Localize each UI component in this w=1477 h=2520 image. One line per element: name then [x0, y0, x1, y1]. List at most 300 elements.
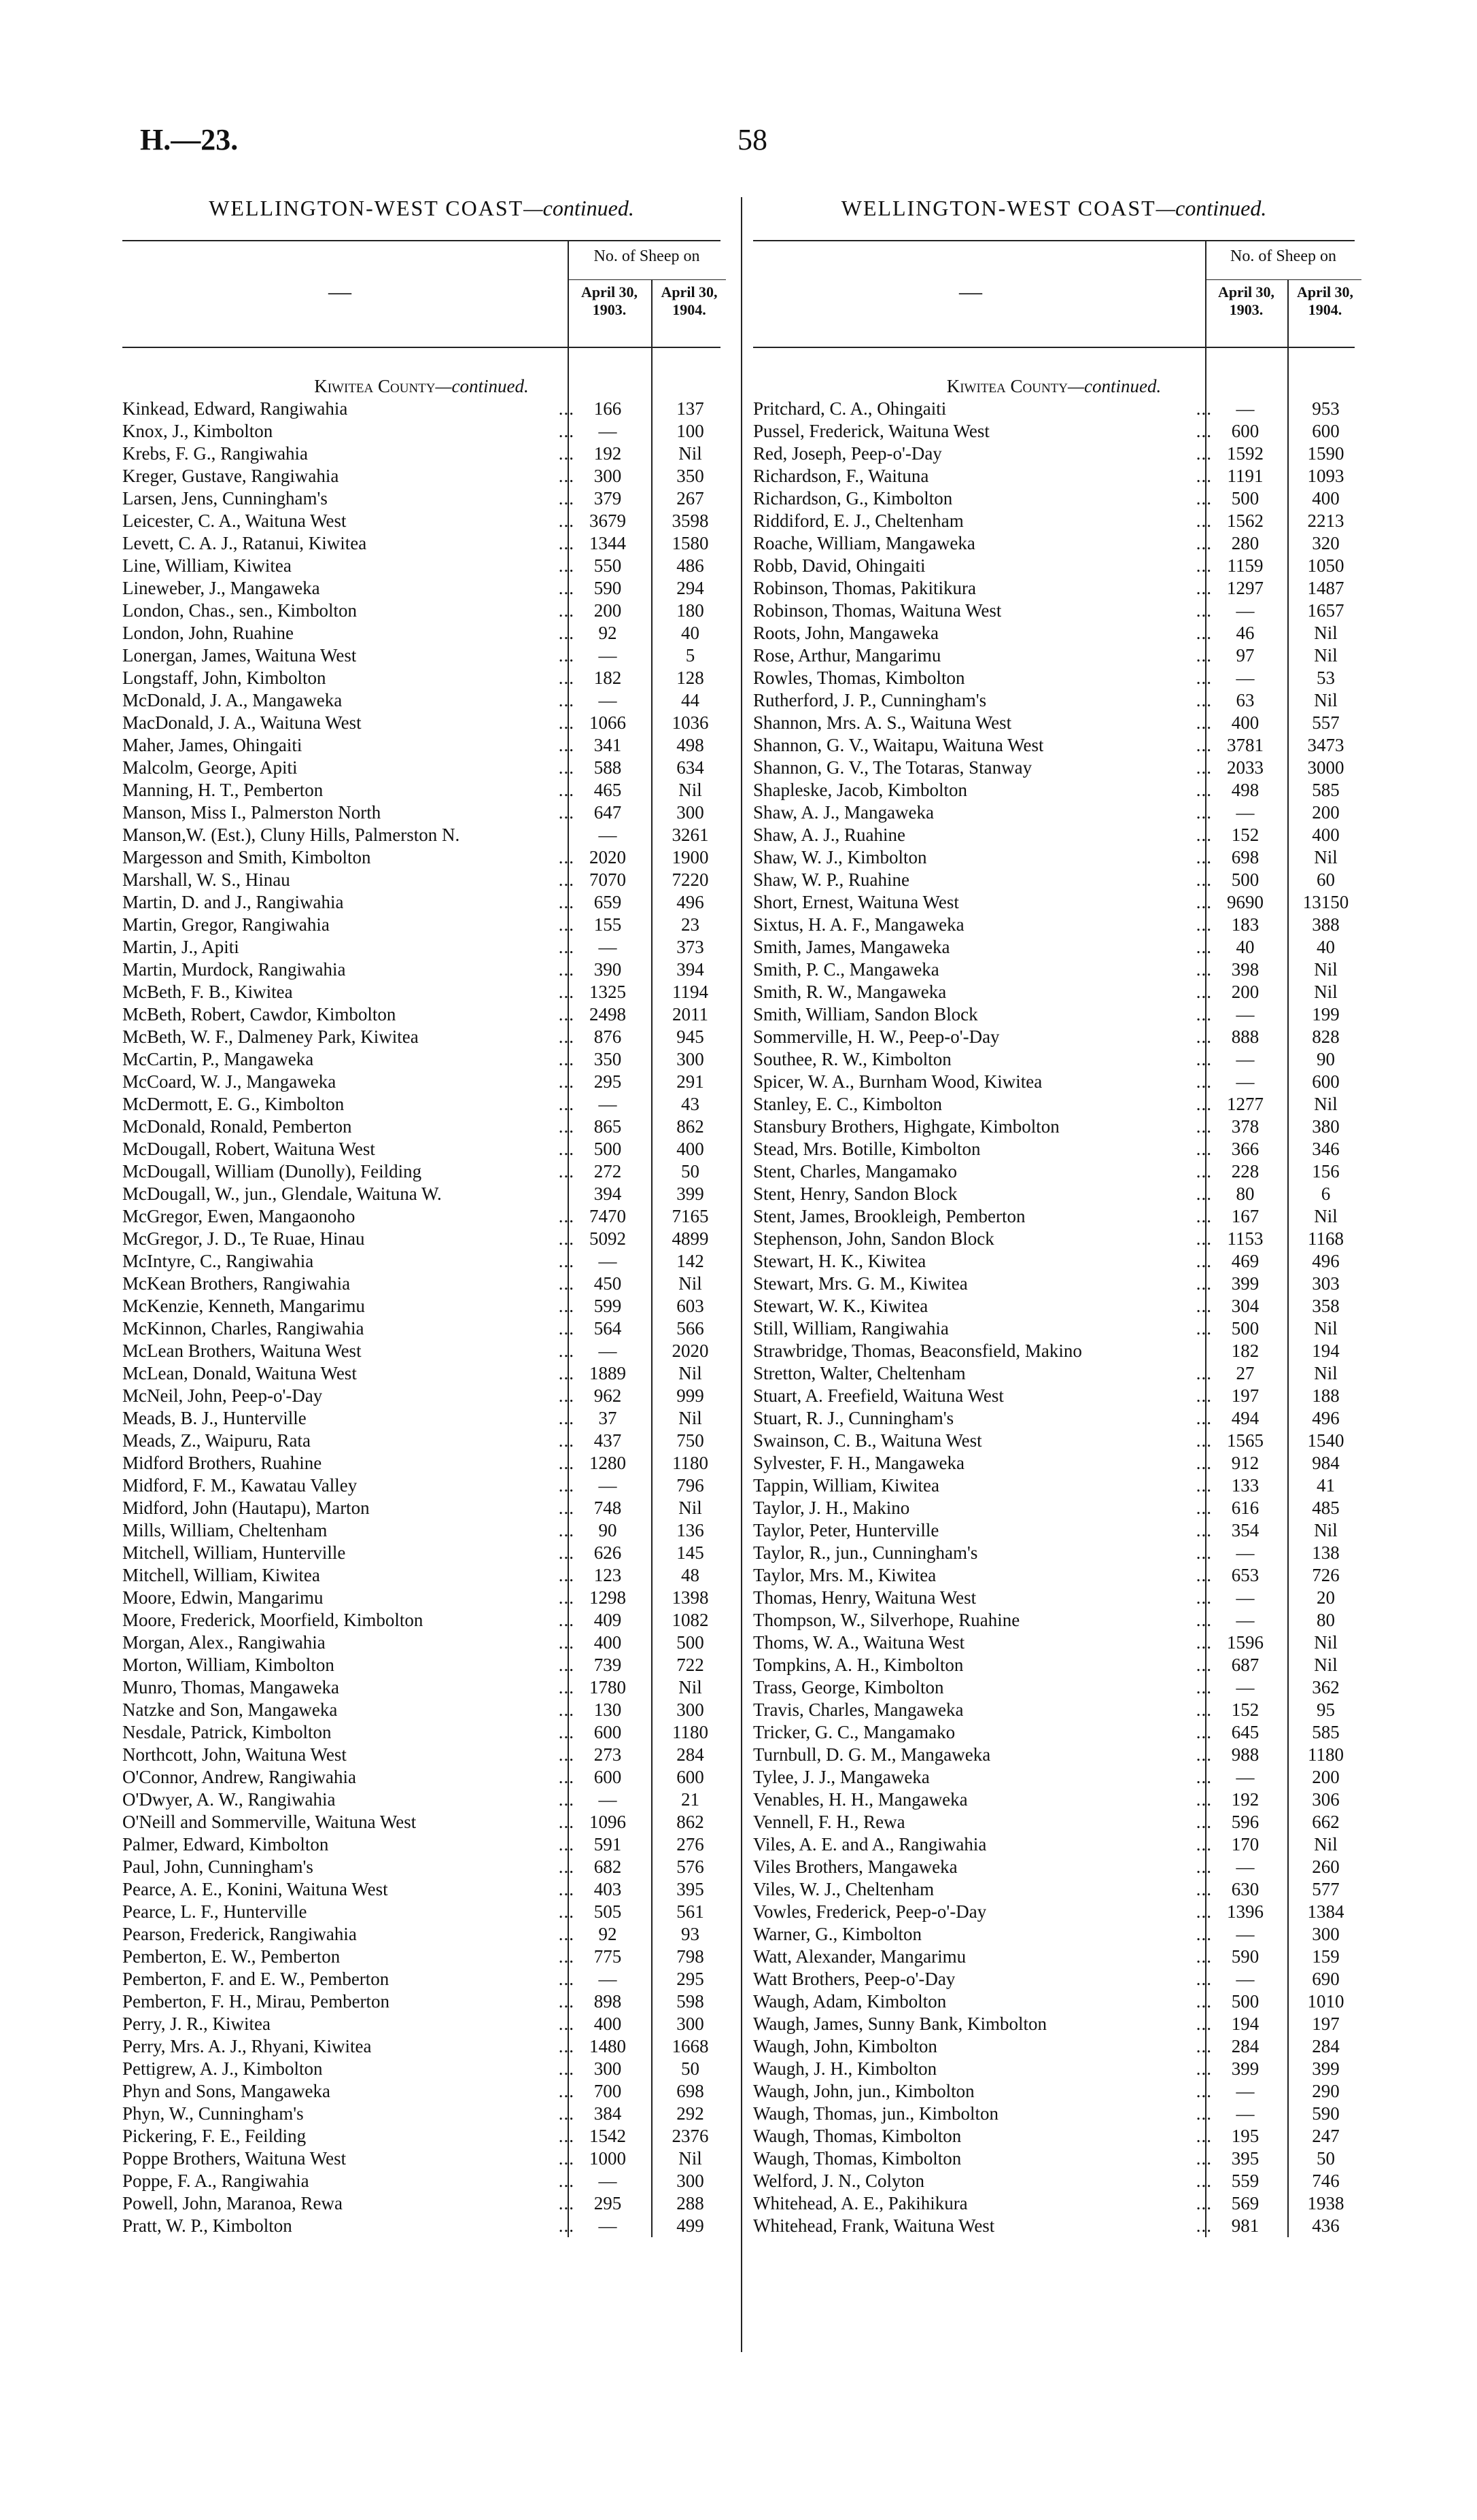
table-row [122, 2125, 720, 2147]
sheep-count-1904-cell: 2011 [672, 1004, 708, 1024]
owner-name-cell: Stuart, A. Freefield, Waituna West [753, 1385, 1004, 1406]
leader-dots: ... [1196, 1879, 1212, 1899]
sheep-count-1903-cell: 1565 [1227, 1430, 1264, 1451]
table-row [122, 1250, 720, 1273]
sheep-count-1904-cell: 388 [1312, 914, 1340, 935]
sheep-count-1904-cell: 303 [1312, 1273, 1340, 1294]
leader-dots: ... [1196, 1991, 1212, 2012]
sheep-count-1903-cell: — [1236, 1587, 1255, 1608]
owner-name-cell: Vennell, F. H., Rewa [753, 1812, 905, 1832]
sheep-count-1904-cell: 3261 [672, 825, 709, 845]
sheep-count-1904-cell: Nil [1314, 1655, 1338, 1675]
leader-dots: ... [558, 1498, 574, 1518]
owner-name-cell: Krebs, F. G., Rangiwahia [122, 443, 309, 464]
leader-dots: ... [558, 757, 574, 778]
sheep-count-1904-cell: 1657 [1307, 600, 1344, 621]
owner-name-cell: Turnbull, D. G. M., Mangaweka [753, 1744, 991, 1765]
leader-dots: ... [1196, 2148, 1212, 2169]
leader-dots: ... [1196, 2036, 1212, 2056]
leader-dots: ... [558, 1430, 574, 1451]
table-row [122, 2192, 720, 2215]
sheep-count-1904-cell: 746 [1312, 2171, 1340, 2191]
owner-name-cell: Still, William, Rangiwahia [753, 1318, 949, 1339]
owner-name-cell: McBeth, F. B., Kiwitea [122, 982, 293, 1002]
sheep-count-1903-cell: — [1236, 1924, 1255, 1944]
owner-name-cell: McIntyre, C., Rangiwahia [122, 1251, 314, 1271]
table-row [122, 487, 720, 510]
column-title-suffix: —continued. [523, 196, 634, 220]
leader-dots: ... [1196, 2193, 1212, 2213]
sheep-count-1904-cell: 1668 [672, 2036, 709, 2056]
sheep-count-1904-cell: 291 [676, 1071, 704, 1092]
table-row [122, 2080, 720, 2103]
owner-name-cell: Smith, R. W., Mangaweka [753, 982, 947, 1002]
sheep-count-1904-cell: 1580 [672, 533, 709, 553]
leader-dots: ... [558, 1587, 574, 1608]
owner-name-cell: Martin, J., Apiti [122, 937, 239, 957]
table-row [753, 510, 1355, 532]
table-row [122, 1946, 720, 1968]
owner-name-cell: Mitchell, William, Hunterville [122, 1542, 346, 1563]
table-row [122, 1766, 720, 1789]
leader-dots: ... [558, 1475, 574, 1496]
leader-dots: ... [1196, 668, 1212, 688]
sheep-count-1904-cell: 1384 [1307, 1901, 1344, 1922]
leader-dots: ... [1196, 1139, 1212, 1159]
section-heading-suffix: —continued. [435, 376, 529, 396]
owner-name-cell: London, John, Ruahine [122, 623, 294, 643]
leader-dots: ... [1196, 1857, 1212, 1877]
sheep-count-1903-cell: 1889 [589, 1363, 626, 1383]
table-row [753, 1295, 1355, 1317]
leader-dots: ... [558, 1901, 574, 1922]
sheep-count-1903-cell: 1480 [589, 2036, 626, 2056]
sheep-count-1904-cell: 1180 [1308, 1744, 1344, 1765]
leader-dots: ... [1196, 1498, 1212, 1518]
sheep-count-1904-cell: 292 [676, 2103, 704, 2124]
sheep-count-1903-cell: — [1236, 1071, 1255, 1092]
table-row [753, 1946, 1355, 1968]
owner-name-cell: Swainson, C. B., Waituna West [753, 1430, 982, 1451]
leader-dots: ... [558, 1206, 574, 1226]
owner-name-cell: McKinnon, Charles, Rangiwahia [122, 1318, 364, 1339]
sheep-count-1903-cell: — [598, 1251, 617, 1271]
leader-dots: ... [1196, 488, 1212, 508]
sheep-count-1904-cell: 23 [681, 914, 699, 935]
sheep-count-1904-cell: 1093 [1307, 466, 1344, 486]
leader-dots: ... [558, 1071, 574, 1092]
sheep-count-1903-cell: 403 [593, 1879, 622, 1899]
sheep-count-1903-cell: 295 [593, 2193, 622, 2213]
sheep-count-1903-cell: 564 [593, 1318, 622, 1339]
leader-dots: ... [1196, 847, 1212, 867]
table-row [122, 1183, 720, 1205]
sheep-count-1904-cell: 48 [681, 1565, 699, 1585]
leader-dots: ... [1196, 2081, 1212, 2101]
owner-name-cell: Lonergan, James, Waituna West [122, 645, 357, 666]
sheep-count-1904-cell: 306 [1312, 1789, 1340, 1810]
sheep-count-1903-cell: — [1236, 1004, 1255, 1024]
table-row [753, 2080, 1355, 2103]
sheep-count-1903-cell: 400 [593, 2014, 622, 2034]
section-heading-main: Kiwitea County [946, 376, 1068, 396]
leader-dots: ... [1196, 1565, 1212, 1585]
leader-dots: ... [558, 1789, 574, 1810]
table-row [753, 1833, 1355, 1856]
table-row [122, 644, 720, 667]
table-row [122, 1138, 720, 1160]
owner-name-cell: Knox, J., Kimbolton [122, 421, 273, 441]
sheep-count-1904-cell: 485 [1312, 1498, 1340, 1518]
table-row [122, 1295, 720, 1317]
sheep-count-1904-cell: 566 [676, 1318, 704, 1339]
sheep-count-1903-cell: 7070 [589, 869, 626, 890]
table-row [122, 981, 720, 1003]
leader-dots: ... [1196, 1094, 1212, 1114]
table-row [753, 2058, 1355, 2080]
table-row [122, 914, 720, 936]
leader-dots: ... [558, 398, 574, 419]
sheep-count-1903-cell: 1298 [589, 1587, 626, 1608]
sheep-count-1904-cell: 400 [1312, 825, 1340, 845]
table-row [753, 1901, 1355, 1923]
table-row [753, 914, 1355, 936]
table-row [753, 1273, 1355, 1295]
owner-name-cell: Kinkead, Edward, Rangiwahia [122, 398, 348, 419]
owner-name-cell: Meads, Z., Waipuru, Rata [122, 1430, 311, 1451]
sheep-count-1903-cell: 1096 [589, 1812, 626, 1832]
sheep-count-1903-cell: — [1236, 802, 1255, 823]
sheep-count-1903-cell: 97 [1236, 645, 1255, 666]
owner-name-cell: Robinson, Thomas, Waituna West [753, 600, 1002, 621]
sheep-count-1904-cell: 7165 [672, 1206, 709, 1226]
column-header-1904: April 30, 1904. [1296, 283, 1354, 318]
sheep-count-1903-cell: 599 [593, 1296, 622, 1316]
owner-name-cell: Pearson, Frederick, Rangiwahia [122, 1924, 357, 1944]
sheep-count-1904-cell: 380 [1312, 1116, 1340, 1137]
table-row [122, 1317, 720, 1340]
owner-name-cell: Manson,W. (Est.), Cluny Hills, Palmerston N. [122, 825, 460, 845]
leader-dots: ... [1196, 1318, 1212, 1339]
owner-name-cell: McCartin, P., Mangaweka [122, 1049, 314, 1069]
sheep-count-1903-cell: 876 [593, 1026, 622, 1047]
sheep-count-1903-cell: 123 [593, 1565, 622, 1585]
table-row [122, 2013, 720, 2035]
sheep-count-1904-cell: 862 [676, 1116, 704, 1137]
sheep-count-1903-cell: 888 [1231, 1026, 1259, 1047]
owner-name-cell: Waugh, J. H., Kimbolton [753, 2058, 937, 2079]
table-row [753, 959, 1355, 981]
leader-dots: ... [558, 1453, 574, 1473]
sheep-count-1904-cell: 798 [676, 1946, 704, 1967]
sheep-count-1904-cell: 197 [1312, 2014, 1340, 2034]
sheep-count-1904-cell: 2376 [672, 2126, 709, 2146]
leader-dots: ... [558, 466, 574, 486]
page-number: 58 [737, 123, 767, 156]
leader-dots: ... [1196, 1767, 1212, 1787]
leader-dots: ... [558, 645, 574, 666]
sheep-count-1904-cell: 294 [676, 578, 704, 598]
owner-name-cell: Maher, James, Ohingaiti [122, 735, 302, 755]
table-row [122, 1878, 720, 1901]
table-row [753, 1452, 1355, 1474]
table-row [753, 734, 1355, 757]
sheep-count-1903-cell: 152 [1231, 825, 1259, 845]
sheep-count-1904-cell: 60 [1317, 869, 1335, 890]
sheep-count-1903-cell: 600 [1231, 421, 1259, 441]
owner-name-cell: Sixtus, H. A. F., Mangaweka [753, 914, 965, 935]
leader-dots: ... [558, 780, 574, 800]
sheep-count-1904-cell: 300 [676, 802, 704, 823]
table-row [753, 1676, 1355, 1699]
sheep-count-1904-cell: 260 [1312, 1857, 1340, 1877]
sheep-count-1904-cell: 40 [1317, 937, 1335, 957]
owner-name-cell: Moore, Frederick, Moorfield, Kimbolton [122, 1610, 423, 1630]
leader-dots: ... [558, 1767, 574, 1787]
sheep-count-1904-cell: 561 [676, 1901, 704, 1922]
leader-dots: ... [558, 1812, 574, 1832]
leader-dots: ... [1196, 1475, 1212, 1496]
leader-dots: ... [558, 2171, 574, 2191]
sheep-count-1903-cell: 341 [593, 735, 622, 755]
leader-dots: ... [1196, 1946, 1212, 1967]
sheep-count-1903-cell: 437 [593, 1430, 622, 1451]
sheep-table-body [753, 348, 1355, 2237]
sheep-count-1904-cell: 486 [676, 555, 704, 576]
table-row [753, 1497, 1355, 1519]
owner-name-cell: Red, Joseph, Peep-o'-Day [753, 443, 942, 464]
table-row [753, 577, 1355, 600]
sheep-count-1904-cell: 373 [676, 937, 704, 957]
sheep-table-body [122, 348, 720, 2237]
column-title-main: WELLINGTON-WEST COAST [841, 196, 1156, 220]
sheep-count-1904-cell: 400 [676, 1139, 704, 1159]
leader-dots: ... [1196, 1924, 1212, 1944]
owner-name-cell: Trass, George, Kimbolton [753, 1677, 944, 1697]
leader-dots: ... [558, 1565, 574, 1585]
owner-name-cell: Martin, D. and J., Rangiwahia [122, 892, 344, 912]
sheep-count-1903-cell: 1325 [589, 982, 626, 1002]
table-header [753, 240, 1355, 348]
table-row [753, 1385, 1355, 1407]
sheep-count-1904-cell: 300 [676, 2171, 704, 2191]
owner-name-cell: Waugh, Thomas, Kimbolton [753, 2148, 962, 2169]
sheep-count-1903-cell: 2020 [589, 847, 626, 867]
sheep-count-1904-cell: Nil [1314, 690, 1338, 710]
owner-name-cell: Strawbridge, Thomas, Beaconsfield, Makino [753, 1341, 1082, 1361]
sheep-count-1904-cell: 400 [1312, 488, 1340, 508]
table-row [753, 1811, 1355, 1833]
section-heading [753, 375, 1355, 398]
sheep-count-1904-cell: Nil [678, 780, 702, 800]
table-row [122, 779, 720, 801]
owner-name-cell: Stent, James, Brookleigh, Pemberton [753, 1206, 1026, 1226]
sheep-count-1904-cell: 267 [676, 488, 704, 508]
name-column-header: — [959, 279, 982, 305]
sheep-count-1904-cell: 1082 [672, 1610, 709, 1630]
leader-dots: ... [558, 1991, 574, 2012]
owner-name-cell: Smith, James, Mangaweka [753, 937, 950, 957]
sheep-count-1903-cell: 865 [593, 1116, 622, 1137]
owner-name-cell: Tylee, J. J., Mangaweka [753, 1767, 930, 1787]
owner-name-cell: Shaw, W. P., Ruahine [753, 869, 910, 890]
sheep-count-1903-cell: — [1236, 600, 1255, 621]
table-row [122, 689, 720, 712]
leader-dots: ... [558, 1857, 574, 1877]
table-row [753, 1228, 1355, 1250]
table-row [753, 667, 1355, 689]
owner-name-cell: Meads, B. J., Hunterville [122, 1408, 307, 1428]
owner-name-cell: Manson, Miss I., Palmerston North [122, 802, 381, 823]
owner-name-cell: Stuart, R. J., Cunningham's [753, 1408, 954, 1428]
leader-dots: ... [558, 1834, 574, 1854]
table-row [122, 1968, 720, 1990]
table-row [122, 2170, 720, 2192]
table-row [122, 959, 720, 981]
sheep-count-1904-cell: 13150 [1302, 892, 1349, 912]
sheep-count-1904-cell: 662 [1312, 1812, 1340, 1832]
sheep-count-1904-cell: 350 [676, 466, 704, 486]
table-row [753, 1923, 1355, 1946]
table-row [753, 2103, 1355, 2125]
owner-name-cell: Whitehead, A. E., Pakihikura [753, 2193, 968, 2213]
leader-dots: ... [558, 1228, 574, 1249]
sheep-count-1904-cell: 200 [1312, 802, 1340, 823]
sheep-count-1903-cell: — [1236, 1049, 1255, 1069]
sheep-count-1903-cell: 152 [1231, 1699, 1259, 1720]
sheep-count-1904-cell: Nil [1314, 1632, 1338, 1653]
sheep-count-1904-cell: Nil [1314, 645, 1338, 666]
leader-dots: ... [1196, 825, 1212, 845]
table-row [122, 824, 720, 846]
sheep-count-1903-cell: 80 [1236, 1184, 1255, 1204]
leader-dots: ... [558, 982, 574, 1002]
table-row [753, 1744, 1355, 1766]
sheep-count-1904-cell: 1050 [1307, 555, 1344, 576]
sheep-count-1903-cell: 195 [1231, 2126, 1259, 2146]
table-row [122, 1160, 720, 1183]
leader-dots: ... [1196, 1812, 1212, 1832]
leader-dots: ... [1196, 1587, 1212, 1608]
owner-name-cell: Viles, A. E. and A., Rangiwahia [753, 1834, 987, 1854]
sheep-count-1903-cell: 645 [1231, 1722, 1259, 1742]
leader-dots: ... [1196, 1184, 1212, 1204]
sheep-count-1904-cell: Nil [678, 1498, 702, 1518]
table-row [753, 644, 1355, 667]
leader-dots: ... [558, 1318, 574, 1339]
owner-name-cell: Taylor, Mrs. M., Kiwitea [753, 1565, 937, 1585]
sheep-count-1904-cell: 496 [1312, 1251, 1340, 1271]
sheep-count-1903-cell: 284 [1231, 2036, 1259, 2056]
table-row [122, 1048, 720, 1071]
sheep-count-1903-cell: 687 [1231, 1655, 1259, 1675]
owner-name-cell: O'Dwyer, A. W., Rangiwahia [122, 1789, 336, 1810]
table-row [122, 465, 720, 487]
table-row [122, 1632, 720, 1654]
owner-name-cell: McLean Brothers, Waituna West [122, 1341, 362, 1361]
owner-name-cell: Spicer, W. A., Burnham Wood, Kiwitea [753, 1071, 1043, 1092]
owner-name-cell: McDonald, Ronald, Pemberton [122, 1116, 352, 1137]
table-row [753, 2192, 1355, 2215]
sheep-count-1903-cell: 390 [593, 959, 622, 980]
sheep-count-1904-cell: 53 [1317, 668, 1335, 688]
sheep-count-1904-cell: Nil [678, 2148, 702, 2169]
table-row [122, 936, 720, 959]
table-row [753, 1093, 1355, 1116]
sheep-count-1903-cell: 616 [1231, 1498, 1259, 1518]
owner-name-cell: Pratt, W. P., Kimbolton [122, 2215, 292, 2236]
leader-dots: ... [1196, 892, 1212, 912]
sheep-count-1903-cell: 399 [1231, 2058, 1259, 2079]
owner-name-cell: Morgan, Alex., Rangiwahia [122, 1632, 326, 1653]
table-row [753, 891, 1355, 914]
owner-name-cell: London, Chas., sen., Kimbolton [122, 600, 357, 621]
table-row [753, 1317, 1355, 1340]
owner-name-cell: Southee, R. W., Kimbolton [753, 1049, 952, 1069]
owner-name-cell: Tompkins, A. H., Kimbolton [753, 1655, 964, 1675]
table-row [753, 1071, 1355, 1093]
sheep-count-1903-cell: 166 [593, 398, 622, 419]
sheep-count-1903-cell: — [598, 937, 617, 957]
leader-dots: ... [1196, 600, 1212, 621]
leader-dots: ... [1196, 2171, 1212, 2191]
sheep-count-1904-cell: 21 [681, 1789, 699, 1810]
sheep-count-1903-cell: 494 [1231, 1408, 1259, 1428]
sheep-count-1903-cell: 197 [1231, 1385, 1259, 1406]
table-row [122, 1587, 720, 1609]
table-row [122, 398, 720, 420]
table-row [753, 1878, 1355, 1901]
leader-dots: ... [1196, 1834, 1212, 1854]
table-row [122, 622, 720, 644]
sheep-count-1904-cell: 180 [676, 600, 704, 621]
sheep-count-1903-cell: 200 [1231, 982, 1259, 1002]
owner-name-cell: Poppe, F. A., Rangiwahia [122, 2171, 309, 2191]
owner-name-cell: Shaw, A. J., Ruahine [753, 825, 905, 845]
table-row [122, 801, 720, 824]
owner-name-cell: Waugh, John, Kimbolton [753, 2036, 937, 2056]
sheep-count-1904-cell: 300 [676, 2014, 704, 2034]
table-row [753, 1340, 1355, 1362]
sheep-count-1904-cell: 188 [1312, 1385, 1340, 1406]
sheep-count-1903-cell: 500 [1231, 488, 1259, 508]
leader-dots: ... [558, 2014, 574, 2034]
owner-name-cell: Pearce, L. F., Hunterville [122, 1901, 307, 1922]
sheep-count-1904-cell: 399 [676, 1184, 704, 1204]
sheep-count-1904-cell: 358 [1312, 1296, 1340, 1316]
owner-name-cell: Stewart, H. K., Kiwitea [753, 1251, 926, 1271]
owner-name-cell: McLean, Donald, Waituna West [122, 1363, 357, 1383]
owner-name-cell: McDougall, William (Dunolly), Feilding [122, 1161, 422, 1181]
owner-name-cell: McCoard, W. J., Mangaweka [122, 1071, 336, 1092]
table-row [753, 824, 1355, 846]
sheep-count-1903-cell: — [1236, 1969, 1255, 1989]
leader-dots: ... [1196, 1071, 1212, 1092]
table-row [122, 1856, 720, 1878]
table-row [122, 1205, 720, 1228]
sheep-count-1904-cell: 295 [676, 1969, 704, 1989]
sheep-count-1904-cell: 1180 [672, 1722, 708, 1742]
owner-name-cell: Stewart, W. K., Kiwitea [753, 1296, 928, 1316]
table-row [122, 1497, 720, 1519]
leader-dots: ... [1196, 1206, 1212, 1226]
leader-dots: ... [558, 1946, 574, 1967]
sheep-count-1904-cell: Nil [678, 1363, 702, 1383]
table-row [122, 1519, 720, 1542]
sheep-count-1903-cell: 167 [1231, 1206, 1259, 1226]
table-row [753, 2035, 1355, 2058]
leader-dots: ... [1196, 1453, 1212, 1473]
